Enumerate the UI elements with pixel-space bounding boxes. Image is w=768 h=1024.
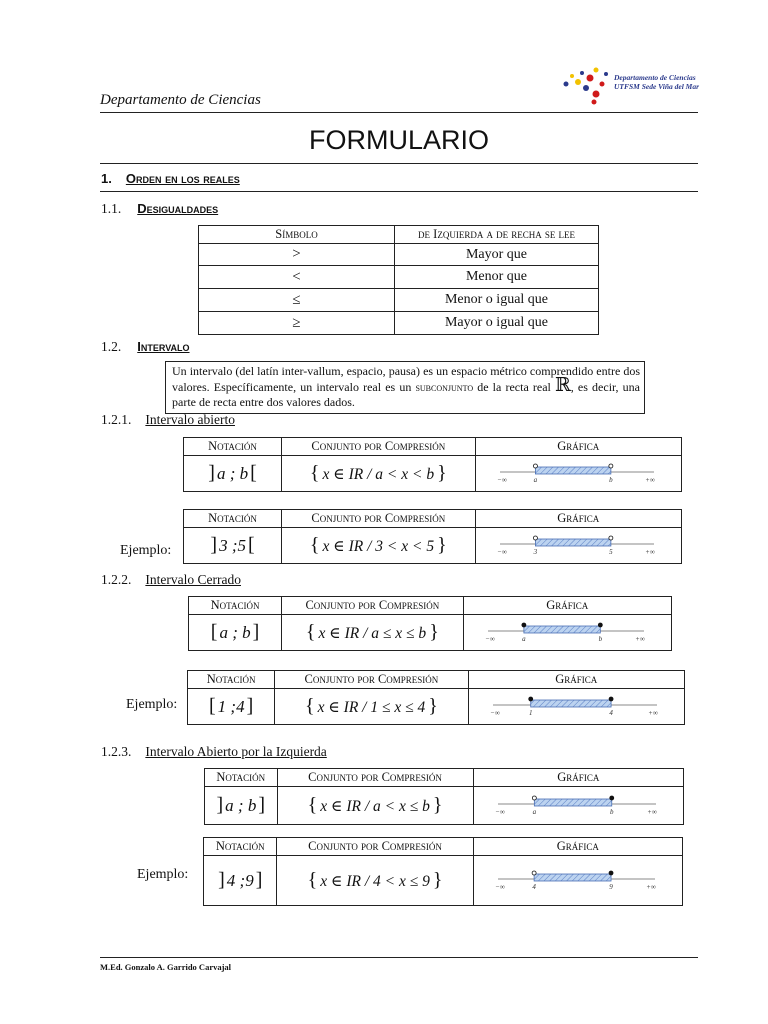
interval-table [187,670,685,725]
left-bound-label: a [532,808,537,816]
set-header: Conjunto por Compresión [277,769,473,787]
left-endpoint-closed-dot [529,697,533,701]
neg-infinity-label: −∞ [495,883,506,891]
notation-header: Notación [189,597,282,615]
interval-table [203,837,683,906]
open-bracket: [ [208,695,216,717]
interval-subsection-number: 1.2.1. [101,412,132,427]
right-endpoint-closed-dot [610,796,614,800]
graph-cell [463,615,671,651]
section-1-title: Orden en los reales [125,171,240,186]
interval-segment [535,799,612,806]
left-bound-label: 1 [529,709,533,717]
example-label: Ejemplo: [126,697,178,712]
interval-row [184,528,682,564]
set-builder-cell [282,615,464,651]
close-bracket: ] [258,794,265,816]
pos-infinity-label: +∞ [645,548,656,556]
graph-header: Gráfica [468,671,684,689]
set-condition: x ∈ IR / 3 < x < 5 [322,538,435,555]
close-brace: } [429,621,439,643]
close-bracket: ] [252,621,260,643]
interval-bounds: a ; b [219,623,251,642]
graph-header: Gráfica [473,769,683,787]
graph-header: Gráfica [475,510,681,528]
graph-header: Gráfica [475,438,681,456]
interval-subsection-number: 1.2.2. [101,572,132,587]
close-brace: } [437,534,447,556]
section-1-rule [100,191,698,192]
definition-text-a: Un intervalo (del latín inter-vallum, espacio, pausa) es un espacio métrico comprendido entre dos valores. Específicamente, un intervalo real es un [172,364,640,394]
real-numbers-symbol: ℝ [555,374,571,396]
definition-text-c: , es decir, una parte de recta entre dos valores dados. [172,379,640,409]
left-bound-label: 3 [533,548,538,556]
left-endpoint-open-dot [534,536,538,540]
right-endpoint-open-dot [609,464,613,468]
set-condition: x ∈ IR / a < x ≤ b [320,798,430,815]
symbol-cell: ≥ [199,312,395,335]
interval-segment [531,700,611,707]
inequality-table [198,225,599,335]
neg-infinity-label: −∞ [495,808,506,816]
subsection-1-2-title: Intervalo [137,339,190,354]
pos-infinity-label: +∞ [645,476,656,484]
section-1-heading [101,170,240,188]
number-line-graph [490,456,666,486]
header-rule [100,112,698,113]
close-brace: } [437,462,447,484]
open-bracket: ] [218,869,225,891]
interval-bounds: 1 ;4 [217,697,245,716]
section-1-number: 1. [101,171,112,186]
interval-subsection-title: Intervalo Cerrado [145,572,241,587]
graph-cell [473,787,683,825]
pos-infinity-label: +∞ [647,808,658,816]
set-condition: x ∈ IR / a ≤ x ≤ b [318,625,427,642]
notation-cell [205,787,278,825]
right-bound-label: 4 [609,709,614,717]
close-brace: } [428,695,438,717]
right-bound-label: b [610,808,614,816]
interval-table [188,596,672,651]
graph-header: Gráfica [473,838,682,856]
close-bracket: ] [255,869,263,891]
page-title: FORMULARIO [308,125,489,155]
subsection-1-2-heading [101,338,190,356]
open-brace: { [305,621,316,643]
notation-header: Notación [184,438,282,456]
open-brace: { [309,462,320,484]
open-brace: { [309,534,320,556]
number-line-graph [483,689,669,719]
left-endpoint-open-dot [533,796,537,800]
interval-row [184,456,682,492]
table-row [199,266,599,289]
graph-cell [468,689,684,725]
number-line-graph [478,615,656,645]
close-brace: } [432,869,443,891]
set-builder-cell [282,456,475,492]
set-builder-cell [277,787,473,825]
notation-header: Notación [184,510,282,528]
open-bracket: ] [216,794,224,816]
set-builder-cell [275,689,468,725]
interval-bounds: a ; b [216,464,249,483]
right-endpoint-closed-dot [609,871,613,875]
interval-row [188,689,685,725]
set-builder-cell [277,856,473,906]
interval-subsection-heading [101,572,241,588]
close-bracket: [ [250,462,257,484]
neg-infinity-label: −∞ [497,548,508,556]
interval-table [204,768,684,825]
left-endpoint-open-dot [534,464,538,468]
notation-cell [189,615,282,651]
number-line-graph [490,528,666,558]
reading-cell: Menor o igual que [395,289,599,312]
set-header: Conjunto por Compresión [277,838,473,856]
interval-subsection-heading [101,412,235,428]
interval-segment [534,874,611,881]
table-header-reading: de Izquierda a de recha se lee [395,226,599,244]
right-bound-label: 5 [609,548,613,556]
right-bound-label: 9 [609,883,614,891]
left-bound-label: a [533,476,538,484]
number-line-graph [488,863,667,893]
notation-header: Notación [188,671,275,689]
set-condition: x ∈ IR / a < x < b [322,466,435,483]
table-header-symbol: Símbolo [199,226,395,244]
right-endpoint-open-dot [609,536,613,540]
close-bracket: [ [248,534,255,556]
set-header: Conjunto por Compresión [282,597,464,615]
graph-header: Gráfica [463,597,671,615]
notation-cell [184,456,282,492]
set-condition: x ∈ IR / 4 < x ≤ 9 [320,873,430,890]
subsection-1-2-number: 1.2. [101,339,122,354]
open-bracket: [ [210,621,218,643]
open-brace: { [304,695,315,717]
left-endpoint-closed-dot [522,623,526,627]
notation-header: Notación [205,769,278,787]
graph-cell [475,456,681,492]
neg-infinity-label: −∞ [497,476,508,484]
footer-rule [100,957,698,958]
department-header: Departamento de Ciencias [100,92,261,108]
close-bracket: ] [246,695,254,717]
interval-row [205,787,684,825]
reading-cell: Mayor que [395,244,599,266]
set-builder-cell [282,528,475,564]
symbol-cell: ≤ [199,289,395,312]
notation-cell [188,689,275,725]
interval-segment [536,539,611,546]
open-bracket: ] [210,534,218,556]
reading-cell: Menor que [395,266,599,289]
interval-subsection-title: Intervalo Abierto por la Izquierda [145,744,327,759]
left-bound-label: 4 [532,883,537,891]
table-row [199,244,599,266]
pos-infinity-label: +∞ [648,709,659,717]
department-logo [556,64,706,108]
right-endpoint-closed-dot [599,623,603,627]
example-label: Ejemplo: [137,867,189,882]
footer-author: M.Ed. Gonzalo A. Garrido Carvajal [100,962,232,972]
pos-infinity-label: +∞ [635,635,646,643]
interval-table [183,509,682,564]
interval-subsection-heading [101,744,327,760]
interval-segment [524,626,600,633]
interval-subsection-number: 1.2.3. [101,744,132,759]
notation-cell [184,528,282,564]
table-row [199,312,599,335]
definition-text-b: de la recta real [473,379,555,394]
right-bound-label: b [598,635,603,643]
set-header: Conjunto por Compresión [275,671,468,689]
right-bound-label: b [609,476,613,484]
notation-header: Notación [204,838,277,856]
interval-subsection-title: Intervalo abierto [145,412,235,427]
interval-bounds: 3 ;5 [219,536,246,555]
logo-line1: Departamento de Ciencias [614,73,696,82]
set-header: Conjunto por Compresión [282,510,475,528]
left-bound-label: a [522,635,526,643]
open-bracket: ] [208,462,215,484]
set-condition: x ∈ IR / 1 ≤ x ≤ 4 [317,699,426,716]
example-label: Ejemplo: [120,543,172,558]
interval-bounds: 4 ;9 [226,871,254,890]
symbol-cell: < [199,266,395,289]
symbol-cell: > [199,244,395,266]
interval-table [183,437,682,492]
right-endpoint-closed-dot [609,697,613,701]
interval-definition-box [165,361,645,414]
interval-segment [536,467,611,474]
definition-subconjunto: subconjunto [415,379,474,394]
interval-row [204,856,683,906]
logo-line2: UTFSM Sede Viña del Mar [614,82,700,91]
graph-cell [473,856,682,906]
number-line-graph [488,788,668,818]
set-header: Conjunto por Compresión [282,438,475,456]
graph-cell [475,528,681,564]
subsection-1-1-heading [101,200,218,218]
notation-cell [204,856,277,906]
interval-bounds: a ; b [225,796,257,815]
neg-infinity-label: −∞ [485,635,496,643]
title-rule [100,163,698,164]
left-endpoint-open-dot [532,871,536,875]
interval-row [189,615,672,651]
reading-cell: Mayor o igual que [395,312,599,335]
close-brace: } [432,794,443,816]
open-brace: { [307,869,318,891]
pos-infinity-label: +∞ [646,883,657,891]
subsection-1-1-title: Desigualdades [137,201,219,216]
open-brace: { [307,794,318,816]
subsection-1-1-number: 1.1. [101,201,122,216]
table-row [199,289,599,312]
neg-infinity-label: −∞ [490,709,501,717]
